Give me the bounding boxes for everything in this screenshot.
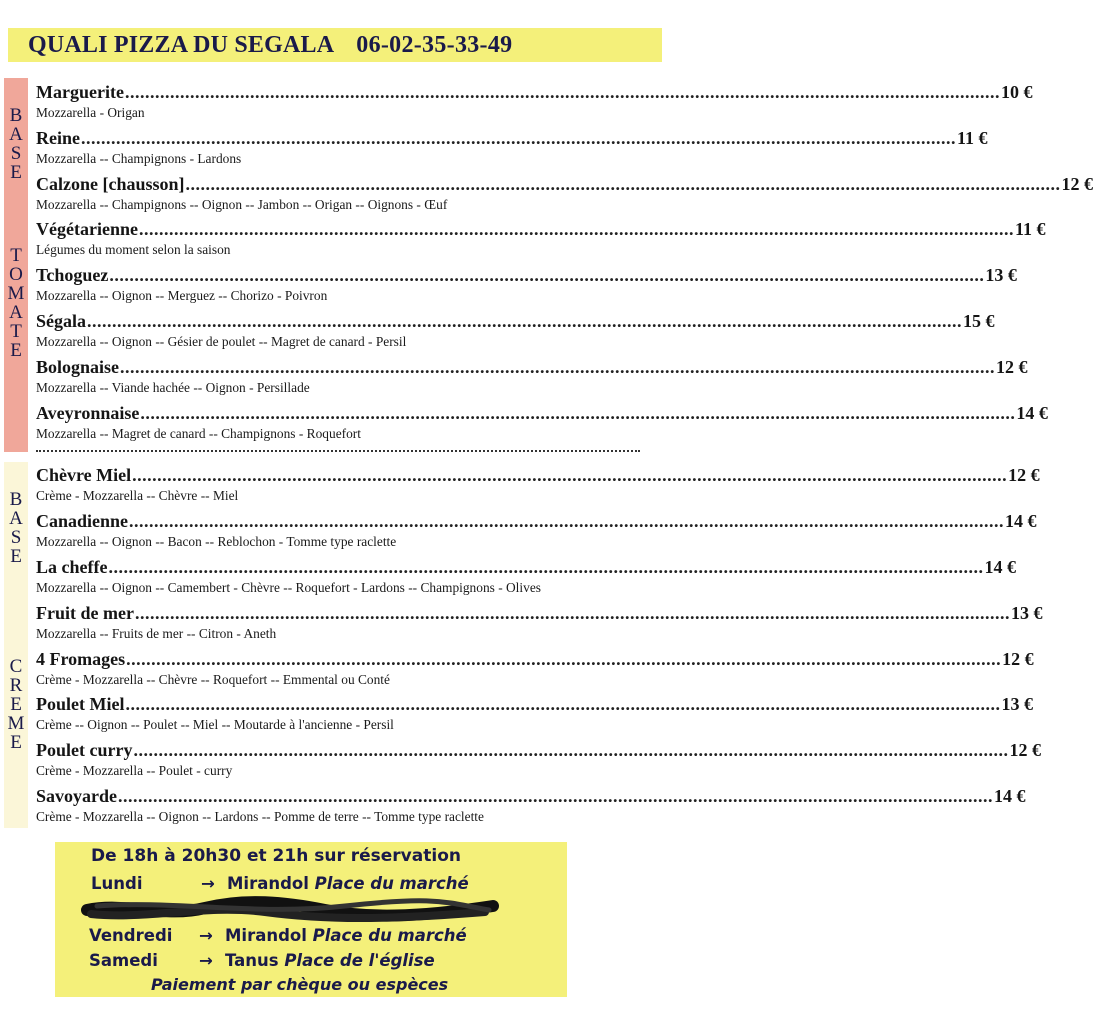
menu-item [36,263,1017,309]
schedule-day: Samedi [89,951,158,970]
pizza-price: 11 € [1014,219,1046,240]
leader-dots: ............................................................................................................................................................................... [126,648,1002,669]
menu-item-title-row [36,126,988,150]
menu-item [36,509,1037,555]
pizza-price: 12 € [1061,173,1093,194]
pizza-ingredients: Mozzarella -- Oignon -- Merguez -- Chorizo - Poivron [36,288,328,304]
arrow-right-icon: → [199,926,213,945]
menu-item-title-row [36,80,1033,104]
leader-dots: ............................................................................................................................................................................... [109,265,985,286]
pizza-price: 12 € [1002,648,1034,669]
pizza-price: 12 € [1008,465,1040,486]
schedule-day: Vendredi [89,926,173,945]
schedule-row [89,926,467,945]
pizza-name: Tchoguez [36,265,109,286]
schedule-day: Lundi [91,874,143,893]
pizza-ingredients: Mozzarella -- Fruits de mer -- Citron - Aneth [36,625,277,641]
pizza-ingredients: Crème - Mozzarella -- Chèvre -- Miel [36,488,239,504]
base-tomate-label-2: T O M A T E [7,245,25,361]
menu-item-title-row [36,692,1033,716]
leader-dots: ............................................................................................................................................................................... [133,740,1009,761]
arrow-right-icon: → [201,874,215,893]
schedule-town: Tanus [225,951,279,970]
menu-item [36,126,988,172]
schedule-town: Mirandol [227,874,309,893]
pizza-price: 14 € [984,556,1016,577]
pizza-price: 12 € [1009,740,1041,761]
pizza-ingredients: Mozzarella -- Champignons - Lardons [36,150,242,166]
arrow-right-icon: → [199,951,213,970]
menu-item-title-row [36,355,1028,379]
base-tomate-list [36,80,1093,446]
leader-dots: ............................................................................................................................................................................... [129,511,1005,532]
pizza-name: Poulet Miel [36,694,125,715]
menu-item-title-row [36,217,1046,241]
pizza-name: Végétarienne [36,219,138,240]
menu-item-title-row [36,738,1041,762]
menu-item-title-row [36,784,1026,808]
leader-dots: ............................................................................................................................................................................... [185,173,1061,194]
leader-dots: ............................................................................................................................................................................... [124,82,1000,102]
menu-item [36,401,1048,447]
payment-methods: Paiement par chèque ou espèces [151,975,449,994]
pizza-ingredients: Mozzarella - Origan [36,105,145,120]
menu-item [36,784,1026,830]
opening-hours: De 18h à 20h30 et 21h sur réservation [91,846,461,866]
pizza-ingredients: Mozzarella -- Oignon -- Gésier de poulet -- Magret de canard - Persil [36,333,407,349]
pizza-name: Marguerite [36,82,124,102]
leader-dots: ............................................................................................................................................................................... [108,556,984,577]
base-creme-list [36,463,1043,829]
phone-number: 06-02-35-33-49 [356,31,513,58]
pizza-ingredients: Légumes du moment selon la saison [36,242,231,258]
base-creme-label-2: C R E M E [7,656,25,753]
schedule-row [89,951,435,970]
menu-item [36,309,995,355]
menu-item [36,601,1043,647]
pizza-name: Poulet curry [36,740,133,761]
base-tomate-band [4,78,28,452]
pizza-name: Chèvre Miel [36,465,132,486]
pizza-menu [36,80,1093,830]
pizza-name: Canadienne [36,511,129,532]
pizza-name: Fruit de mer [36,602,134,623]
menu-item-title-row [36,309,995,333]
pizza-price: 13 € [985,265,1017,286]
menu-item-title-row [36,463,1040,487]
pizza-name: Reine [36,127,80,148]
menu-item-title-row [36,647,1034,671]
base-creme-label: B A S E [9,489,23,567]
menu-item-title-row [36,509,1037,533]
pizza-name: Calzone [chausson] [36,173,185,194]
pizza-price: 14 € [1016,402,1048,423]
menu-item-title-row [36,172,1093,196]
leader-dots: ............................................................................................................................................................................... [132,465,1008,486]
pizza-ingredients: Mozzarella -- Champignons -- Oignon -- Jambon -- Origan -- Oignons - Œuf [36,196,448,212]
pizza-price: 10 € [1000,82,1033,102]
pizza-ingredients: Crème -- Oignon -- Poulet -- Miel -- Moutarde à l'ancienne - Persil [36,717,394,733]
menu-item-title-row [36,601,1043,625]
menu-item [36,80,1033,126]
schedule-town: Mirandol [225,926,307,945]
pizza-price: 14 € [994,785,1026,806]
schedule-place: Place du marché [312,926,467,945]
pizza-name: Bolognaise [36,356,120,377]
leader-dots: ............................................................................................................................................................................... [138,219,1014,240]
menu-item [36,692,1033,738]
pizza-ingredients: Mozzarella -- Oignon -- Bacon -- Reblochon - Tomme type raclette [36,534,397,550]
menu-item-title-row [36,263,1017,287]
leader-dots: ............................................................................................................................................................................... [134,602,1010,623]
leader-dots: ............................................................................................................................................................................... [125,694,1001,715]
menu-header [8,28,662,62]
pizza-price: 13 € [1010,602,1043,623]
pizza-price: 11 € [957,127,988,148]
pizza-name: Aveyronnaise [36,402,140,423]
leader-dots: ............................................................................................................................................................................... [81,127,956,148]
pizza-price: 12 € [996,356,1028,377]
pizza-price: 13 € [1001,694,1033,715]
menu-item [36,355,1028,401]
pizza-ingredients: Mozzarella -- Oignon -- Camembert - Chèvre -- Roquefort - Lardons -- Champignons - Olives [36,579,541,595]
base-tomate-label: B A S E [9,105,23,183]
pizza-name: La cheffe [36,556,108,577]
schedule-place: Place de l'église [284,951,435,970]
menu-item-title-row [36,401,1048,425]
leader-dots: ............................................................................................................................................................................... [120,356,996,377]
scribbled-out-line [85,896,497,924]
menu-item-title-row [36,555,1016,579]
leader-dots: ............................................................................................................................................................................... [118,785,993,806]
schedule-box [55,842,567,997]
schedule-row [91,874,469,893]
restaurant-name: QUALI PIZZA DU SEGALA [28,31,335,58]
menu-item [36,738,1041,784]
pizza-name: Savoyarde [36,785,117,806]
menu-item [36,555,1016,601]
section-divider [36,450,640,463]
pizza-ingredients: Mozzarella -- Viande hachée -- Oignon - Persillade [36,379,310,395]
pizza-name: Ségala [36,310,87,331]
base-creme-band [4,462,28,828]
pizza-ingredients: Mozzarella -- Magret de canard -- Champignons - Roquefort [36,425,361,441]
leader-dots: ............................................................................................................................................................................... [87,310,963,331]
schedule-place: Place du marché [314,874,469,893]
pizza-name: 4 Fromages [36,648,126,669]
menu-item [36,463,1040,509]
menu-item [36,647,1034,693]
leader-dots: ............................................................................................................................................................................... [140,402,1016,423]
pizza-price: 14 € [1005,511,1037,532]
menu-item [36,217,1046,263]
menu-item [36,172,1093,218]
pizza-ingredients: Crème - Mozzarella -- Poulet - curry [36,763,233,779]
pizza-ingredients: Crème - Mozzarella -- Oignon -- Lardons -- Pomme de terre -- Tomme type raclette [36,808,484,824]
pizza-ingredients: Crème - Mozzarella -- Chèvre -- Roquefort -- Emmental ou Conté [36,671,390,687]
pizza-price: 15 € [963,310,995,331]
